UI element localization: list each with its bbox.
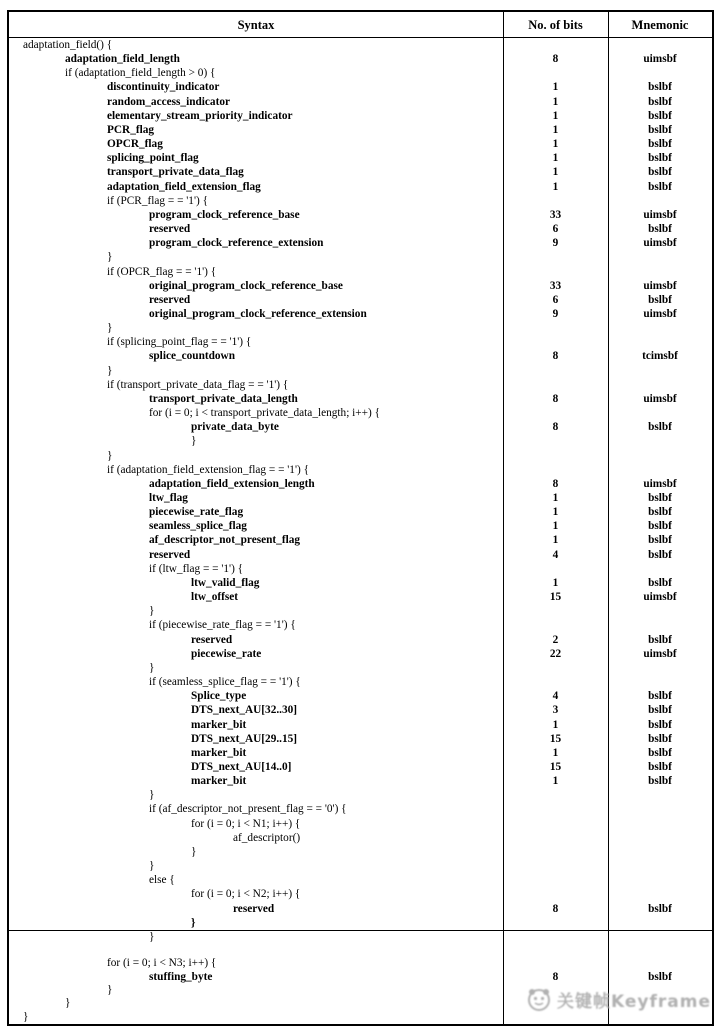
- mnemonic-cell: bslbf: [648, 520, 672, 533]
- table-row: [9, 984, 712, 997]
- syntax-cell: }: [107, 251, 113, 264]
- table-row: [9, 38, 712, 52]
- syntax-cell: program_clock_reference_extension: [149, 237, 324, 250]
- table-row: [9, 916, 712, 930]
- mnemonic-cell: [608, 604, 712, 618]
- mnemonic-cell: [608, 378, 712, 392]
- syntax-cell: }: [107, 322, 113, 335]
- bits-cell: [503, 378, 608, 392]
- bits-cell: 1: [552, 492, 559, 504]
- table-row: [9, 760, 712, 774]
- mnemonic-cell: [608, 675, 712, 689]
- syntax-cell: seamless_splice_flag: [149, 520, 247, 533]
- table-row: [9, 165, 712, 179]
- syntax-cell: random_access_indicator: [107, 95, 230, 108]
- bits-cell: 33: [549, 279, 562, 292]
- table-row: [9, 109, 712, 123]
- syntax-cell: program_clock_reference_base: [149, 208, 300, 221]
- table-row: [9, 208, 712, 222]
- syntax-cell: if (seamless_splice_flag = = '1') {: [149, 676, 301, 689]
- bits-cell: 1: [552, 576, 559, 589]
- table-row: [9, 434, 712, 448]
- syntax-cell: piecewise_rate_flag: [149, 506, 244, 519]
- bits-cell: [503, 916, 608, 930]
- bits-cell: 3: [552, 704, 559, 717]
- bits-cell: [503, 873, 608, 887]
- mnemonic-cell: [608, 984, 712, 997]
- bits-cell: 1: [552, 123, 559, 136]
- mnemonic-cell: [608, 321, 712, 335]
- bits-cell: 1: [552, 109, 559, 122]
- bits-cell: 1: [552, 166, 559, 179]
- table-row: [9, 661, 712, 675]
- bits-cell: [503, 265, 608, 279]
- bits-cell: [503, 887, 608, 901]
- table-row: [9, 392, 712, 406]
- syntax-cell: if (OPCR_flag = = '1') {: [107, 265, 217, 278]
- mnemonic-cell: bslbf: [648, 690, 672, 703]
- syntax-cell: private_data_byte: [191, 421, 279, 434]
- bits-cell: 1: [552, 95, 559, 108]
- mnemonic-cell: [608, 944, 712, 957]
- syntax-cell: if (piecewise_rate_flag = = '1') {: [149, 619, 296, 632]
- syntax-cell: reserved: [149, 293, 191, 306]
- mnemonic-cell: bslbf: [648, 152, 672, 165]
- mnemonic-cell: bslbf: [648, 760, 672, 773]
- mnemonic-cell: bslbf: [648, 548, 672, 561]
- syntax-cell: reserved: [149, 223, 191, 236]
- table-row: [9, 463, 712, 477]
- syntax-cell: }: [107, 449, 113, 462]
- table-row: [9, 420, 712, 434]
- syntax-cell: stuffing_byte: [149, 970, 213, 983]
- mnemonic-cell: bslbf: [648, 732, 672, 745]
- table-row: [9, 633, 712, 647]
- mnemonic-cell: [608, 66, 712, 80]
- bits-cell: [503, 449, 608, 463]
- mnemonic-cell: uimsbf: [643, 237, 677, 250]
- syntax-cell: ltw_valid_flag: [191, 576, 260, 589]
- bits-cell: 8: [552, 902, 559, 915]
- mnemonic-cell: bslbf: [648, 506, 672, 519]
- syntax-cell: PCR_flag: [107, 123, 155, 136]
- syntax-cell: discontinuity_indicator: [107, 81, 220, 94]
- bits-cell: 1: [552, 534, 559, 547]
- mnemonic-cell: uimsbf: [643, 307, 677, 320]
- syntax-cell: }: [191, 845, 197, 858]
- watermark-text: 关键帧Keyframe: [557, 991, 711, 1012]
- bits-cell: [503, 802, 608, 816]
- table-row: [9, 944, 712, 957]
- syntax-cell: adaptation_field() {: [23, 39, 113, 51]
- syntax-cell: }: [191, 916, 196, 929]
- table-row: [9, 873, 712, 887]
- mnemonic-cell: [608, 38, 712, 52]
- syntax-cell: if (ltw_flag = = '1') {: [149, 562, 244, 575]
- table-row: [9, 802, 712, 816]
- table-row: [9, 180, 712, 194]
- syntax-cell: Splice_type: [191, 690, 247, 703]
- bits-cell: 9: [552, 307, 559, 320]
- mnemonic-cell: [608, 831, 712, 845]
- syntax-cell: ltw_offset: [191, 591, 239, 604]
- table-row: [9, 831, 712, 845]
- syntax-cell: if (adaptation_field_length > 0) {: [65, 67, 216, 80]
- syntax-cell: reserved: [191, 633, 233, 646]
- syntax-cell: piecewise_rate: [191, 647, 262, 660]
- table-row: [9, 788, 712, 802]
- bits-cell: 1: [552, 506, 559, 519]
- mnemonic-cell: uimsbf: [643, 477, 677, 490]
- table-body-block-2: [9, 931, 712, 1024]
- mnemonic-cell: bslbf: [648, 421, 672, 434]
- syntax-cell: marker_bit: [191, 746, 247, 759]
- mnemonic-cell: [608, 449, 712, 463]
- syntax-cell: }: [149, 930, 155, 943]
- bits-cell: [503, 661, 608, 675]
- bits-cell: 8: [552, 53, 559, 66]
- syntax-cell: ltw_flag: [149, 492, 188, 504]
- mnemonic-cell: [608, 364, 712, 378]
- table-row: [9, 689, 712, 703]
- mnemonic-cell: [608, 335, 712, 349]
- syntax-cell: if (PCR_flag = = '1') {: [107, 194, 208, 207]
- table-row: [9, 250, 712, 264]
- table-header-row: [9, 12, 712, 38]
- mnemonic-cell: uimsbf: [643, 591, 677, 604]
- syntax-cell: }: [107, 984, 113, 997]
- table-row: [9, 957, 712, 970]
- bits-cell: 15: [549, 732, 562, 745]
- bits-cell: [503, 194, 608, 208]
- mnemonic-cell: [608, 463, 712, 477]
- table-row: [9, 931, 712, 944]
- syntax-cell: splicing_point_flag: [107, 152, 199, 165]
- column-divider: [503, 12, 504, 1024]
- mnemonic-cell: bslbf: [648, 293, 672, 306]
- mnemonic-cell: [608, 887, 712, 901]
- bits-cell: [503, 406, 608, 420]
- mnemonic-cell: [608, 434, 712, 448]
- table-row: [9, 548, 712, 562]
- bits-cell: [503, 831, 608, 845]
- syntax-cell: adaptation_field_extension_length: [149, 477, 315, 490]
- bits-cell: 1: [552, 180, 559, 193]
- bits-cell: [503, 250, 608, 264]
- syntax-cell: adaptation_field_length: [65, 53, 180, 66]
- bits-cell: [503, 66, 608, 80]
- syntax-cell: }: [65, 997, 71, 1010]
- mnemonic-cell: bslbf: [648, 775, 672, 788]
- syntax-cell: adaptation_field_extension_flag: [107, 180, 261, 193]
- bits-cell: [503, 957, 608, 970]
- table-row: [9, 491, 712, 505]
- bits-cell: [503, 463, 608, 477]
- column-divider: [608, 12, 609, 1024]
- table-row: [9, 194, 712, 208]
- bits-cell: [503, 931, 608, 944]
- table-row: [9, 293, 712, 307]
- syntax-cell: }: [23, 1010, 29, 1023]
- mnemonic-cell: bslbf: [648, 576, 672, 589]
- bits-cell: [503, 618, 608, 632]
- mnemonic-cell: bslbf: [648, 109, 672, 122]
- mnemonic-cell: uimsbf: [643, 279, 677, 292]
- bits-cell: 1: [552, 152, 559, 165]
- syntax-cell: reserved: [233, 902, 275, 915]
- syntax-cell: DTS_next_AU[29..15]: [191, 732, 298, 745]
- bits-cell: 15: [549, 591, 562, 604]
- table-row: [9, 406, 712, 420]
- syntax-cell: OPCR_flag: [107, 138, 163, 151]
- mnemonic-cell: [608, 817, 712, 831]
- mnemonic-cell: bslbf: [648, 123, 672, 136]
- header-syntax: Syntax: [237, 18, 275, 32]
- syntax-cell: for (i = 0; i < transport_private_data_length; i++) {: [149, 407, 381, 420]
- mnemonic-cell: bslbf: [648, 223, 672, 236]
- mnemonic-cell: bslbf: [648, 180, 672, 193]
- table-row: [9, 123, 712, 137]
- bits-cell: 15: [549, 760, 562, 773]
- syntax-cell: DTS_next_AU[32..30]: [191, 704, 298, 717]
- syntax-cell: DTS_next_AU[14..0]: [191, 760, 292, 773]
- table-row: [9, 335, 712, 349]
- bits-cell: 33: [549, 208, 562, 221]
- table-row: [9, 887, 712, 901]
- table-row: [9, 321, 712, 335]
- mnemonic-cell: [608, 845, 712, 859]
- table-row: [9, 1011, 712, 1024]
- mnemonic-cell: [608, 916, 712, 930]
- mnemonic-cell: [608, 194, 712, 208]
- bits-cell: 8: [552, 477, 559, 490]
- bits-cell: 1: [552, 81, 559, 94]
- syntax-cell: af_descriptor(): [233, 831, 301, 844]
- bits-cell: 1: [552, 775, 559, 788]
- mnemonic-cell: [608, 873, 712, 887]
- mnemonic-cell: [608, 618, 712, 632]
- table-row: [9, 519, 712, 533]
- mnemonic-cell: [608, 265, 712, 279]
- syntax-cell: for (i = 0; i < N3; i++) {: [107, 957, 217, 970]
- table-row: [9, 971, 712, 984]
- table-row: [9, 997, 712, 1010]
- mnemonic-cell: bslbf: [648, 166, 672, 179]
- bits-cell: 6: [552, 223, 559, 236]
- syntax-cell: marker_bit: [191, 718, 247, 731]
- table-row: [9, 817, 712, 831]
- bits-cell: 1: [552, 718, 559, 731]
- bits-cell: [503, 984, 608, 997]
- header-no-of-bits: No. of bits: [528, 18, 583, 32]
- table-row: [9, 533, 712, 547]
- table-row: [9, 222, 712, 236]
- table-row: [9, 349, 712, 363]
- syntax-cell: }: [191, 435, 197, 448]
- syntax-cell: if (transport_private_data_flag = = '1') {: [107, 378, 289, 391]
- bits-cell: [503, 845, 608, 859]
- table-row: [9, 505, 712, 519]
- syntax-cell: if (af_descriptor_not_present_flag = = '0') {: [149, 803, 347, 816]
- syntax-cell: }: [107, 364, 113, 377]
- table-row: [9, 265, 712, 279]
- mnemonic-cell: [608, 957, 712, 970]
- mnemonic-cell: bslbf: [648, 704, 672, 717]
- syntax-cell: transport_private_data_flag: [107, 166, 244, 179]
- mnemonic-cell: bslbf: [648, 95, 672, 108]
- table-row: [9, 859, 712, 873]
- bits-cell: [503, 788, 608, 802]
- mnemonic-cell: bslbf: [648, 492, 672, 504]
- table-row: [9, 449, 712, 463]
- mnemonic-cell: [608, 859, 712, 873]
- bits-cell: [503, 944, 608, 957]
- syntax-cell: reserved: [149, 548, 191, 561]
- table-row: [9, 703, 712, 717]
- table-row: [9, 604, 712, 618]
- table-row: [9, 95, 712, 109]
- syntax-cell: }: [149, 605, 155, 618]
- mnemonic-cell: bslbf: [648, 718, 672, 731]
- bits-cell: [503, 434, 608, 448]
- table-row: [9, 576, 712, 590]
- bits-cell: [503, 817, 608, 831]
- mnemonic-cell: [608, 931, 712, 944]
- table-row: [9, 52, 712, 66]
- bits-cell: 4: [552, 548, 559, 561]
- table-row: [9, 364, 712, 378]
- bits-cell: [503, 364, 608, 378]
- syntax-cell: original_program_clock_reference_base: [149, 279, 343, 292]
- bits-cell: 1: [552, 520, 559, 533]
- table-row: [9, 137, 712, 151]
- bits-cell: 8: [552, 350, 559, 363]
- bits-cell: [503, 321, 608, 335]
- mnemonic-cell: uimsbf: [643, 53, 677, 66]
- table-row: [9, 618, 712, 632]
- mnemonic-cell: bslbf: [648, 746, 672, 759]
- mnemonic-cell: [608, 1011, 712, 1024]
- table-body-block-1: [9, 38, 712, 931]
- table-row: [9, 307, 712, 321]
- bits-cell: 4: [552, 690, 559, 703]
- mnemonic-cell: tcimsbf: [642, 350, 678, 363]
- syntax-table: [7, 10, 714, 1026]
- syntax-cell: for (i = 0; i < N2; i++) {: [191, 888, 301, 901]
- syntax-cell: af_descriptor_not_present_flag: [149, 534, 301, 547]
- table-row: [9, 732, 712, 746]
- syntax-cell: elementary_stream_priority_indicator: [107, 109, 293, 122]
- table-row: [9, 718, 712, 732]
- table-row: [9, 675, 712, 689]
- bits-cell: [503, 335, 608, 349]
- bits-cell: 6: [552, 293, 559, 306]
- table-row: [9, 477, 712, 491]
- syntax-cell: [9, 944, 503, 957]
- bits-cell: 8: [552, 970, 559, 983]
- table-row: [9, 746, 712, 760]
- syntax-cell: if (splicing_point_flag = = '1') {: [107, 336, 252, 349]
- syntax-cell: }: [149, 789, 155, 802]
- table-row: [9, 562, 712, 576]
- table-row: [9, 236, 712, 250]
- bits-cell: 2: [552, 633, 559, 646]
- syntax-cell: }: [149, 860, 155, 873]
- mnemonic-cell: [608, 562, 712, 576]
- syntax-cell: if (adaptation_field_extension_flag = = '1') {: [107, 463, 309, 476]
- mnemonic-cell: bslbf: [648, 902, 672, 915]
- syntax-cell: transport_private_data_length: [149, 392, 298, 405]
- bits-cell: 8: [552, 392, 559, 405]
- table-row: [9, 647, 712, 661]
- bits-cell: [503, 604, 608, 618]
- table-row: [9, 845, 712, 859]
- bits-cell: 1: [552, 746, 559, 759]
- syntax-cell: for (i = 0; i < N1; i++) {: [191, 817, 301, 830]
- table-row: [9, 279, 712, 293]
- mnemonic-cell: bslbf: [648, 138, 672, 151]
- table-row: [9, 774, 712, 788]
- bits-cell: 9: [552, 237, 559, 250]
- mnemonic-cell: bslbf: [648, 633, 672, 646]
- bits-cell: 1: [552, 138, 559, 151]
- bits-cell: [503, 675, 608, 689]
- table-row: [9, 590, 712, 604]
- mnemonic-cell: [608, 250, 712, 264]
- mnemonic-cell: [608, 997, 712, 1010]
- table-row: [9, 378, 712, 392]
- syntax-cell: original_program_clock_reference_extension: [149, 307, 367, 320]
- mnemonic-cell: uimsbf: [643, 208, 677, 221]
- mnemonic-cell: bslbf: [648, 970, 672, 983]
- table-row: [9, 902, 712, 916]
- table-row: [9, 66, 712, 80]
- bits-cell: [503, 997, 608, 1010]
- bits-cell: [503, 38, 608, 52]
- mnemonic-cell: bslbf: [648, 81, 672, 94]
- syntax-cell: else {: [149, 874, 175, 887]
- bits-cell: 8: [552, 421, 559, 434]
- bits-cell: [503, 859, 608, 873]
- header-mnemonic: Mnemonic: [631, 18, 689, 32]
- mnemonic-cell: [608, 661, 712, 675]
- syntax-cell: marker_bit: [191, 775, 247, 788]
- bits-cell: [503, 1011, 608, 1024]
- mnemonic-cell: [608, 406, 712, 420]
- table-row: [9, 80, 712, 94]
- bits-cell: [503, 562, 608, 576]
- mnemonic-cell: [608, 802, 712, 816]
- syntax-cell: }: [149, 661, 155, 674]
- syntax-cell: splice_countdown: [149, 350, 235, 363]
- table-row: [9, 151, 712, 165]
- mnemonic-cell: [608, 788, 712, 802]
- mnemonic-cell: uimsbf: [643, 647, 677, 660]
- mnemonic-cell: bslbf: [648, 534, 672, 547]
- bits-cell: 22: [549, 647, 562, 660]
- mnemonic-cell: uimsbf: [643, 392, 677, 405]
